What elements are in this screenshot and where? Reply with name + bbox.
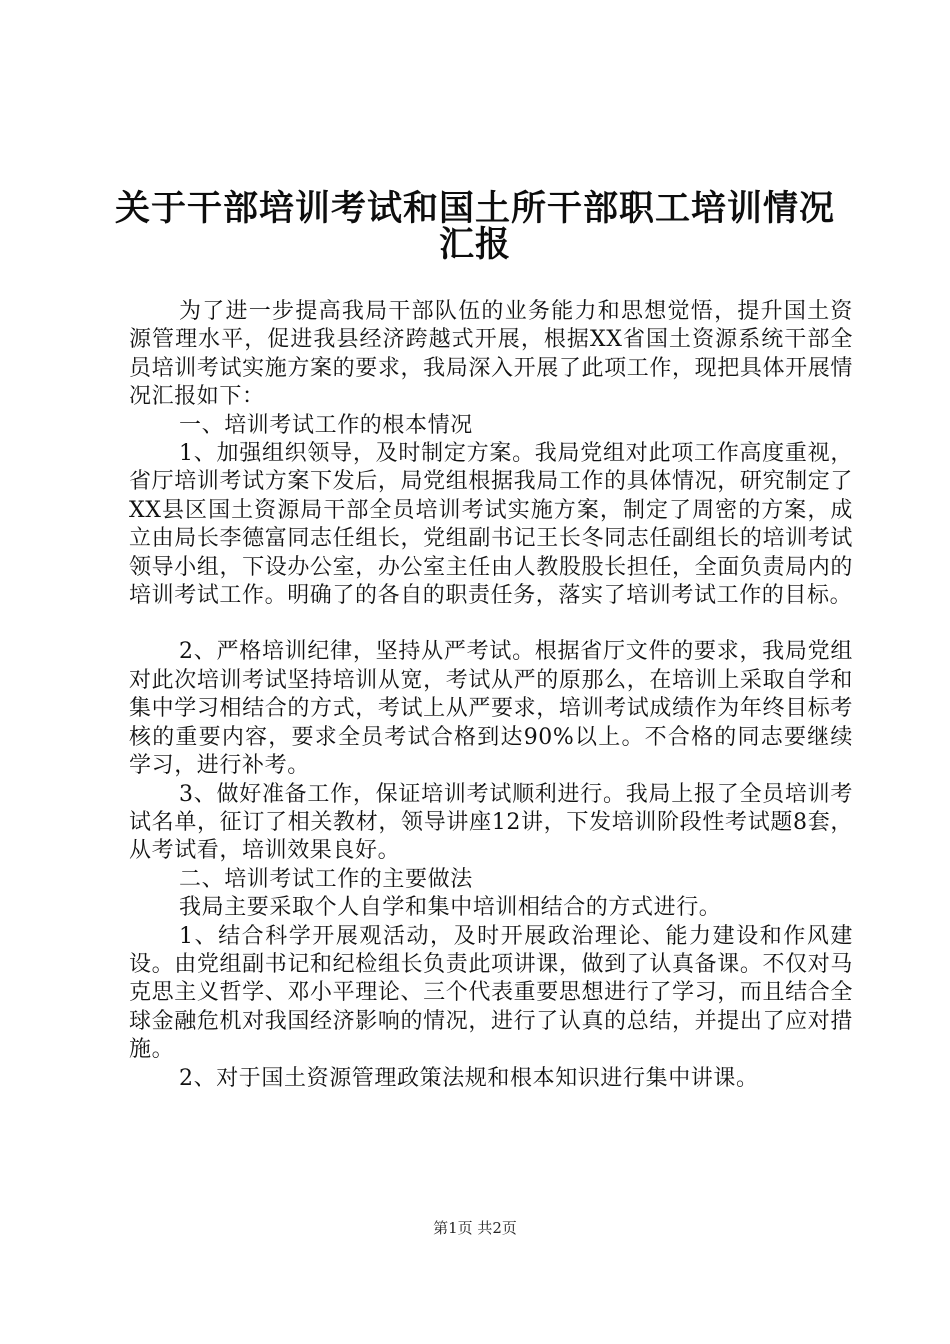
document-title-line-1: 关于干部培训考试和国土所干部职工培训情况 (114, 189, 835, 229)
section-heading-2: 二、培训考试工作的主要做法 (179, 866, 473, 892)
paragraph-section-2-intro: 我局主要采取个人自学和集中培训相结合的方式进行。 (179, 895, 722, 921)
paragraph-item-2-1: 1、结合科学开展观活动，及时开展政治理论、能力建设和作风建设。由党组副书记和纪检组长负责此项讲课，做到了认真备课。不仅对马克思主义哲学、邓小平理论、三个代表重要思想进行了学习，而且结合全球金融危机对我国经济影响的情况，进行了认真的总结，并提出了应对措施。 (129, 923, 853, 1063)
paragraph-intro: 为了进一步提高我局干部队伍的业务能力和思想觉悟，提升国土资源管理水平，促进我县经济跨越式开展，根据XX省国土资源系统干部全员培训考试实施方案的要求，我局深入开展了此项工作，现把具体开展情况汇报如下： (129, 299, 853, 410)
paragraph-item-2-2: 2、对于国土资源管理政策法规和根本知识进行集中讲课。 (179, 1065, 759, 1091)
document-title-line-2: 汇报 (438, 225, 511, 265)
paragraph-item-1-1: 1、加强组织领导，及时制定方案。我局党组对此项工作高度重视，省厅培训考试方案下发后，局党组根据我局工作的具体情况，研究制定了XX县区国土资源局干部全员培训考试实施方案，制定了周密的方案，成立由局长李德富同志任组长，党组副书记王长冬同志任副组长的培训考试领导小组，下设办公室，办公室主任由人教股股长担任，全面负责局内的培训考试工作。明确了的各自的职责任务，落实了培训考试工作的目标。 (129, 441, 853, 609)
paragraph-item-1-3: 3、做好准备工作，保证培训考试顺利进行。我局上报了全员培训考试名单，征订了相关教材，领导讲座12讲，下发培训阶段性考试题8套，从考试看，培训效果良好。 (129, 781, 853, 864)
section-heading-1: 一、培训考试工作的根本情况 (179, 412, 473, 438)
paragraph-item-1-2: 2、严格培训纪律，坚持从严考试。根据省厅文件的要求，我局党组对此次培训考试坚持培训从宽，考试从严的原那么，在培训上采取自学和集中学习相结合的方式，考试上从严要求，培训考试成绩作为年终目标考核的重要内容，要求全员考试合格到达90%以上。不合格的同志要继续学习，进行补考。 (129, 639, 853, 779)
document-body (129, 298, 853, 1093)
page-footer: 第1页 共2页 (433, 1219, 517, 1237)
